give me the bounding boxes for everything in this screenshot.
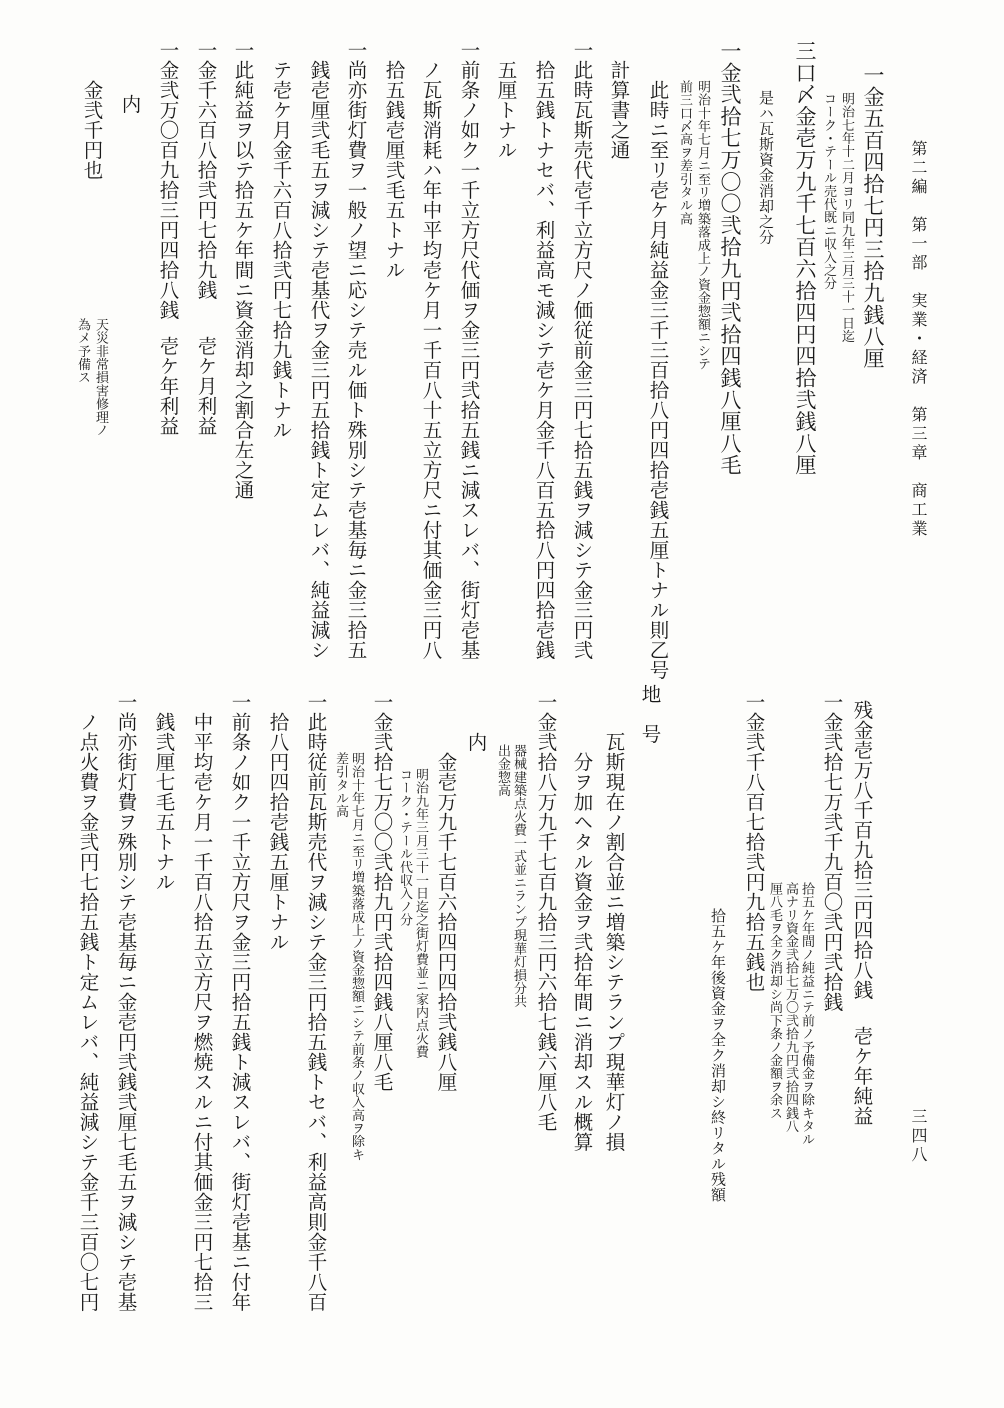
text-line: 一金弐万〇百九拾三円四拾八銭: [156, 40, 180, 320]
text-line: 一此純益ヲ以テ拾五ケ年間ニ資金消却之割合左之通: [231, 40, 255, 500]
note-line: 器械建築点火費一式並ニランプ現華灯損分共: [511, 744, 526, 1008]
text-line: 残金壱万八千百九拾三円四拾八銭: [850, 700, 874, 1000]
note-line: 拾五ケ年間ノ純益ニテ前ノ予備金ヲ除キタル: [799, 882, 814, 1146]
note-line: 天災非常損害修理ノ: [93, 318, 108, 437]
text-line: ノ点火費ヲ金弐円七拾五銭ト定ムレバ、純益減シテ金千三百〇七円: [76, 712, 100, 1312]
text-line: 一金弐拾八万九千七百九拾三円六拾七銭六厘八毛: [534, 692, 558, 1132]
note-line: 拾五ケ年後資金ヲ全ク消却シ終リタル残額: [709, 908, 727, 1203]
note-line: 是ハ瓦斯資金消却之分: [757, 90, 775, 245]
note-line: コーク・テール売代既ニ収入之分: [821, 92, 836, 290]
text-line: 一尚亦街灯費ヲ一般ノ望ニ応シテ売ル価ト殊別シテ壱基毎ニ金三拾五: [344, 40, 368, 660]
text-line: 一金弐拾七万〇〇弐拾九円弐拾四銭八厘八毛: [370, 692, 394, 1092]
text-line: 一金五百四拾七円三拾九銭八厘: [861, 64, 885, 370]
text-line: 一金弐千八百七拾弐円九拾五銭也: [742, 692, 766, 992]
text-line: 内: [118, 94, 142, 114]
note-line: 為メ予備ス: [75, 318, 90, 384]
text-line: 一金弐拾七万弐千九百〇弐円弐拾銭: [820, 692, 844, 1012]
text-line: 壱ケ年純益: [850, 1026, 874, 1126]
text-line: 拾八円四拾壱銭五厘トナル: [266, 712, 290, 952]
note-line: 前三口〆高ヲ差引タル高: [677, 80, 692, 226]
text-line: 分ヲ加ヘタル資金ヲ弐拾年間ニ消却スル概算: [570, 752, 594, 1152]
text-line: 拾五銭壱厘弐毛五トナル: [382, 60, 406, 280]
note-line: 明治十年七月ニ至リ増築落成上ノ資金惣額ニシテ: [695, 80, 710, 371]
text-line: 金壱万九千七百六拾四円四拾弐銭八厘: [434, 752, 458, 1092]
text-line: 此時ニ至リ壱ケ月純益金三千三百拾八円四拾壱銭五厘トナル則乙号: [646, 80, 670, 680]
text-line: 内: [464, 732, 488, 752]
section-heading: 地 号: [638, 684, 662, 744]
text-line: 三口〆金壱万九千七百六拾四円四拾弐銭八厘: [793, 40, 817, 476]
note-line: 差引タル高: [333, 752, 348, 818]
text-line: 瓦斯現在ノ割合並ニ増築シテランプ現華灯ノ損: [602, 732, 626, 1152]
page-number: 三四八: [909, 1108, 928, 1165]
note-line: 厘八毛ヲ全ク消却シ尚下条ノ金額ヲ余ス: [767, 882, 782, 1120]
text-line: 銭弐厘七毛五トナル: [152, 712, 176, 892]
note-line: 明治九年三月三十一日迄之街灯費並ニ家内点火費: [413, 768, 428, 1059]
text-line: 一金千六百八拾弐円七拾九銭: [194, 40, 218, 300]
text-line: 一尚亦街灯費ヲ殊別シテ壱基毎ニ金壱円弐銭弐厘七毛五ヲ減シテ壱基: [114, 692, 138, 1312]
text-line: 一此時瓦斯売代壱千立方尺ノ価従前金三円七拾五銭ヲ減シテ金三円弐: [570, 40, 594, 660]
text-line: 一此時従前瓦斯売代ヲ減シテ金三円拾五銭トセバ、利益高則金千八百: [304, 692, 328, 1312]
text-line: 計算書之通: [607, 60, 631, 160]
text-line: 銭壱厘弐毛五ヲ減シテ壱基代ヲ金三円五拾銭ト定ムレバ、純益減シ: [307, 60, 331, 660]
note-line: 出金惣高: [495, 744, 510, 797]
text-line: 拾五銭トナセバ、利益高モ減シテ壱ケ月金千八百五拾八円四拾壱銭: [532, 60, 556, 660]
text-line: 一前条ノ如ク一千立方尺ヲ金三円拾五銭ト減スレバ、街灯壱基ニ付年: [228, 692, 252, 1312]
note-line: 高ナリ資金弐拾七万〇弐拾九円弐拾四銭八: [783, 882, 798, 1133]
text-line: 壱ケ年利益: [156, 336, 180, 436]
text-line: 中平均壱ケ月一千百八拾五立方尺ヲ燃焼スルニ付其価金三円七拾三: [190, 712, 214, 1312]
text-line: 一前条ノ如ク一千立方尺代価ヲ金三円弐拾五銭ニ減スレバ、街灯壱基: [457, 40, 481, 660]
note-line: 明治七年十二月ヨリ同九年三月三十一日迄: [839, 92, 854, 343]
text-line: ノ瓦斯消耗ハ年中平均壱ケ月一千百八十五立方尺ニ付其価金三円八: [419, 60, 443, 660]
text-line: 五厘トナル: [494, 60, 518, 160]
running-title: 第二編 第一部 実業・経済 第三章 商工業: [909, 140, 928, 539]
text-line: 金弐千円也: [80, 80, 104, 180]
text-line: テ壱ケ月金千六百八拾弐円七拾九銭トナル: [269, 60, 293, 440]
text-line: 壱ケ月利益: [194, 336, 218, 436]
text-line: 一金弐拾七万〇〇弐拾九円弐拾四銭八厘八毛: [718, 40, 742, 476]
note-line: コーク・テール代収入ノ分: [397, 768, 412, 927]
note-line: 明治十年七月ニ至リ増築落成上ノ資金惣額ニシテ前条ノ収入高ヲ除キ: [349, 752, 364, 1162]
